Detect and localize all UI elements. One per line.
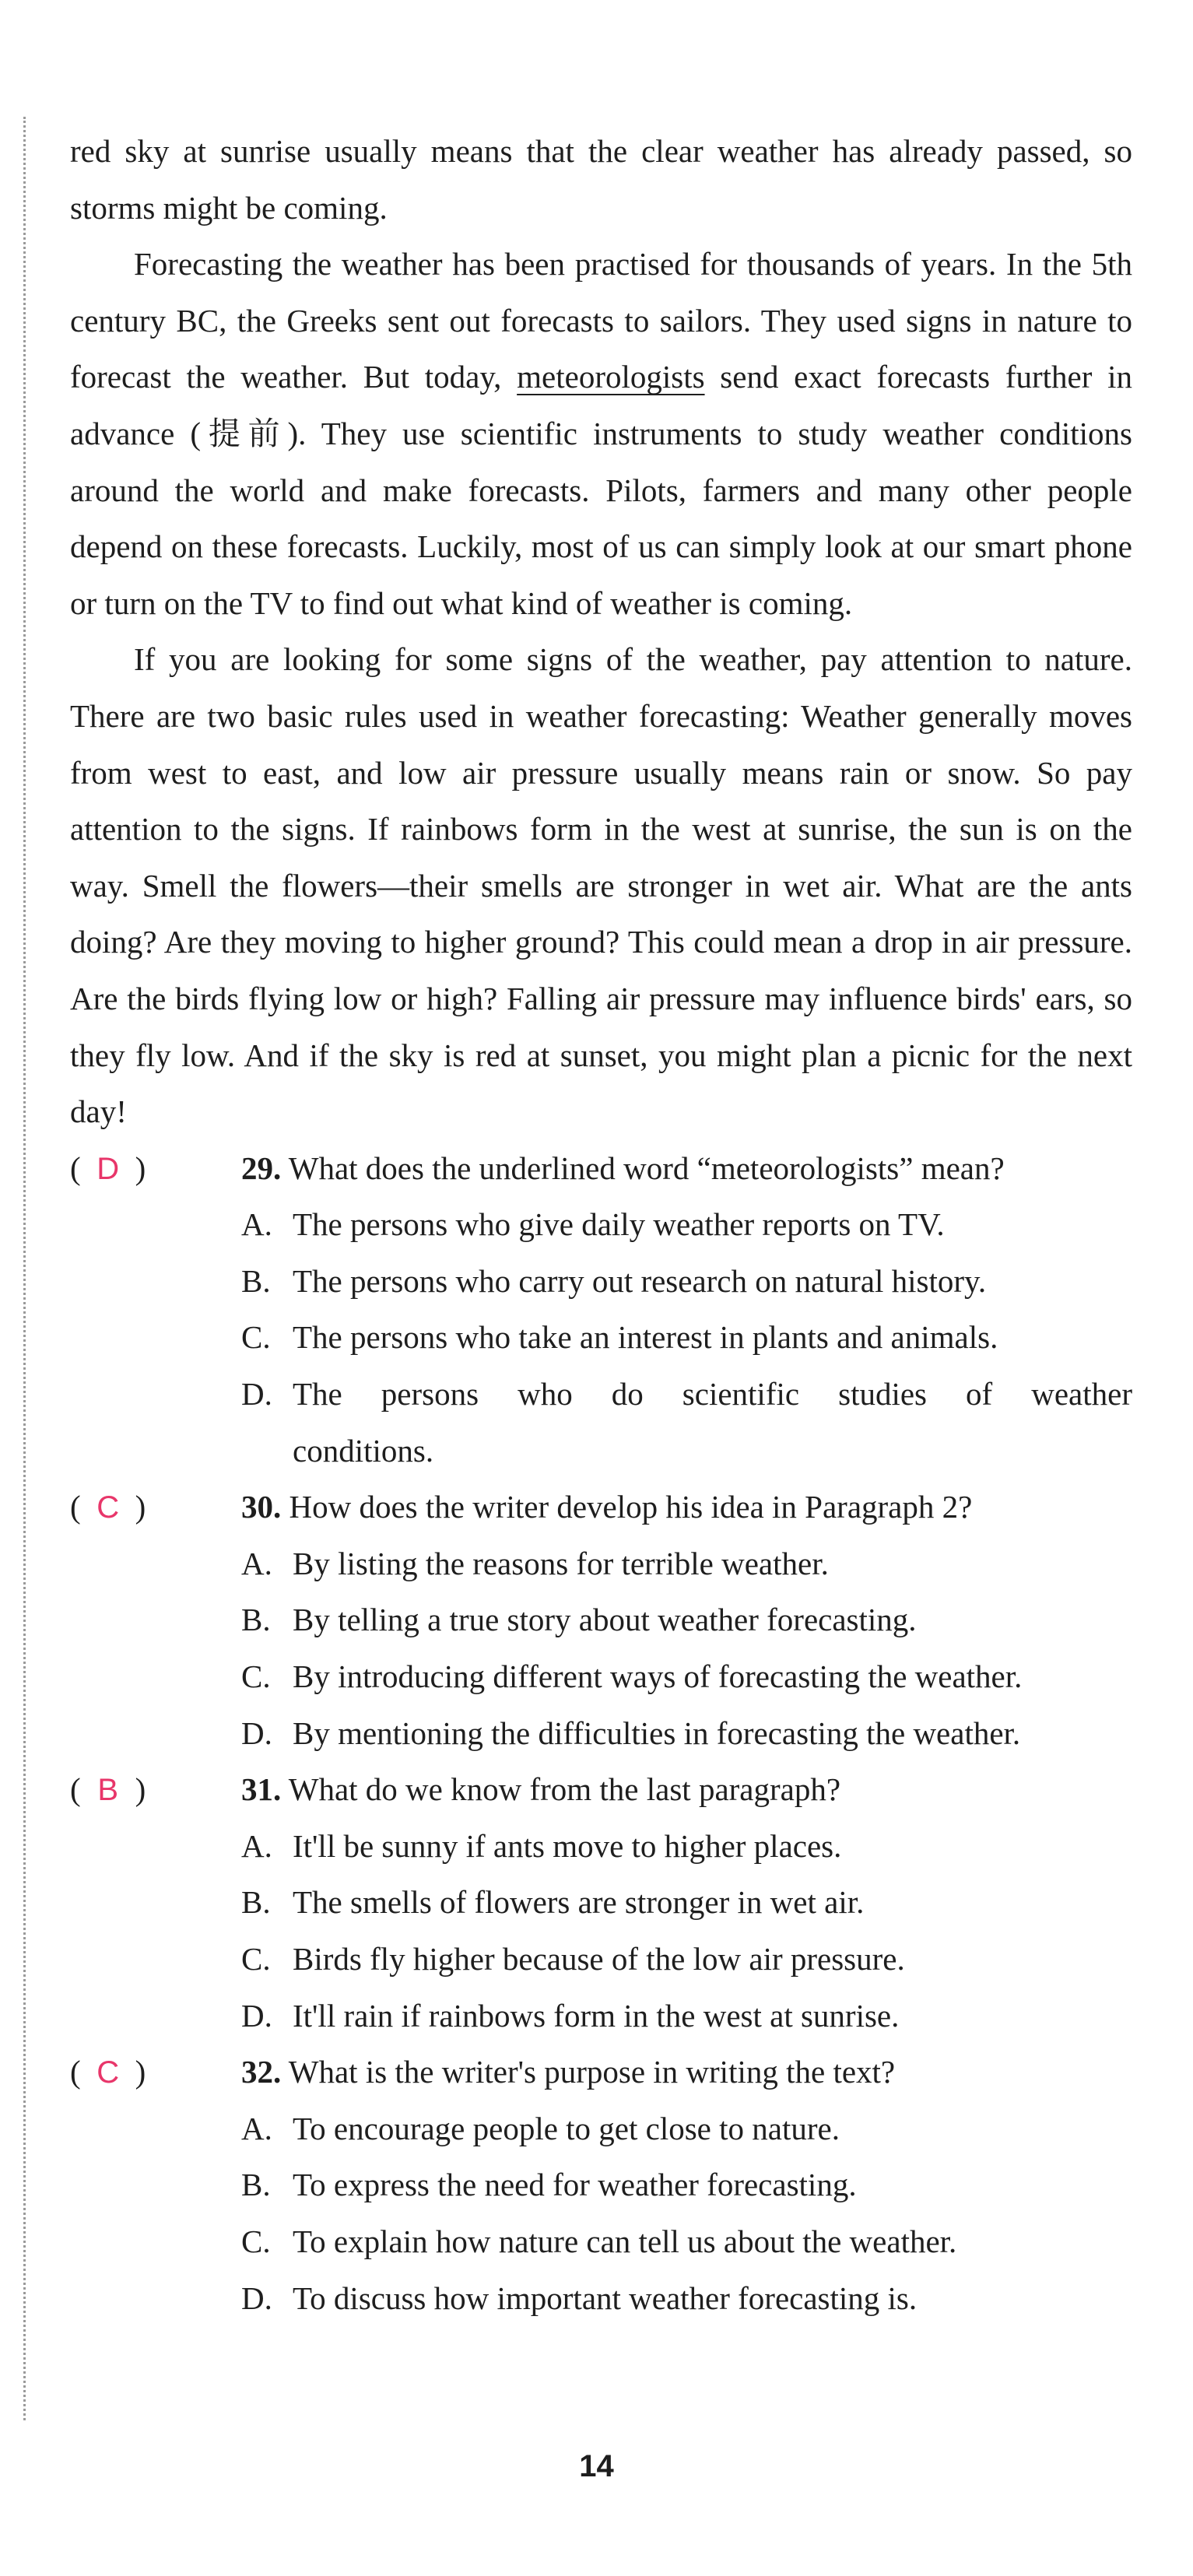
question-stem — [70, 2044, 1132, 2100]
option-a: A. To encourage people to get close to nature. — [241, 2110, 840, 2146]
answer-letter: B — [97, 1773, 118, 1808]
passage-paragraph-2-end: send exact forecasts further in advance (提前). They use scientific instruments to study weather conditions around the world and make forecasts. Pilots, farmers and many other people depend on these forecasts. Luckily, most of us can simply look at our smart phone or turn on the TV to find out what kind of weather is coming. — [70, 359, 1132, 621]
question-text: What is the writer's purpose in writing the text? — [288, 2054, 896, 2090]
option-b: B. To express the need for weather forecasting. — [241, 2167, 857, 2203]
passage-paragraph-2 — [70, 236, 1132, 631]
option-b: B. By telling a true story about weather forecasting. — [241, 1602, 917, 1638]
passage-paragraph-3: If you are looking for some signs of the weather, pay attention to nature. There are two basic rules used in weather forecasting: Weather generally moves from west to east, and low air pressure usually means rain or snow. So pay attention to the signs. If rainbows form in the west at sunrise, the sun is on the way. Smell the flowers—their smells are stronger in wet air. What are the ants doing? Are they moving to higher ground? This could mean a drop in air pressure. Are the birds flying low or high? Falling air pressure may influence birds' ears, so they fly low. And if the sky is red at sunset, you might plan a picnic for the next day! — [70, 641, 1132, 1130]
page-content — [70, 123, 1132, 2326]
question-text: What does the underlined word “meteorologists” mean? — [288, 1149, 1005, 1186]
question-number: 30. — [241, 1489, 282, 1525]
question-31 — [70, 1761, 1132, 2044]
question-number: 32. — [241, 2054, 282, 2090]
answer-letter: C — [96, 1490, 120, 1525]
answer-bracket: ( C ) — [70, 2044, 146, 2101]
option-d: D. It'll rain if rainbows form in the west at sunrise. — [241, 1997, 900, 2034]
option-b: B. The persons who carry out research on natural history. — [241, 1262, 987, 1299]
answer-letter: D — [96, 1151, 120, 1186]
question-stem — [70, 1479, 1132, 1535]
question-30 — [70, 1479, 1132, 1761]
question-number: 31. — [241, 1771, 282, 1808]
question-stem — [70, 1761, 1132, 1818]
passage-paragraph-2-start: Forecasting the weather has been practised for thousands of years. In the 5th century BC, the Greeks sent out forecasts to sailors. They used signs in nature to forecast the weather. But today, — [70, 246, 1132, 395]
question-text: How does the writer develop his idea in Paragraph 2? — [289, 1489, 973, 1525]
option-c: C. Birds fly higher because of the low air pressure. — [241, 1941, 905, 1977]
answer-bracket: ( D ) — [70, 1140, 146, 1198]
option-c: C. The persons who take an interest in plants and animals. — [241, 1319, 998, 1356]
option-b: B. The smells of flowers are stronger in wet air. — [241, 1884, 865, 1921]
page-number: 14 — [579, 2449, 614, 2483]
option-d: D. To discuss how important weather forecasting is. — [241, 2279, 918, 2316]
option-a: A. By listing the reasons for terrible weather. — [241, 1545, 829, 1581]
option-d: D. The persons who do scientific studies of weather conditions. — [241, 1376, 1132, 1469]
binding-margin-dotted-line — [23, 117, 26, 2420]
answer-bracket: ( B ) — [70, 1761, 146, 1819]
answer-letter: C — [96, 2055, 120, 2090]
question-number: 29. — [241, 1149, 282, 1186]
option-d: D. By mentioning the difficulties in forecasting the weather. — [241, 1714, 1021, 1751]
passage-paragraph-1: red sky at sunrise usually means that the clear weather has already passed, so storms might be coming. — [70, 133, 1132, 226]
answer-bracket: ( C ) — [70, 1479, 146, 1536]
underlined-word-meteorologists: meteorologists — [517, 359, 705, 395]
option-a: A. It'll be sunny if ants move to higher places. — [241, 1827, 842, 1864]
question-32 — [70, 2044, 1132, 2326]
option-c: C. To explain how nature can tell us about the weather. — [241, 2223, 957, 2259]
option-a: A. The persons who give daily weather reports on TV. — [241, 1206, 945, 1243]
question-29 — [70, 1140, 1132, 1479]
option-c: C. By introducing different ways of forecasting the weather. — [241, 1658, 1023, 1695]
question-text: What do we know from the last paragraph? — [288, 1771, 841, 1808]
question-stem — [70, 1140, 1132, 1197]
